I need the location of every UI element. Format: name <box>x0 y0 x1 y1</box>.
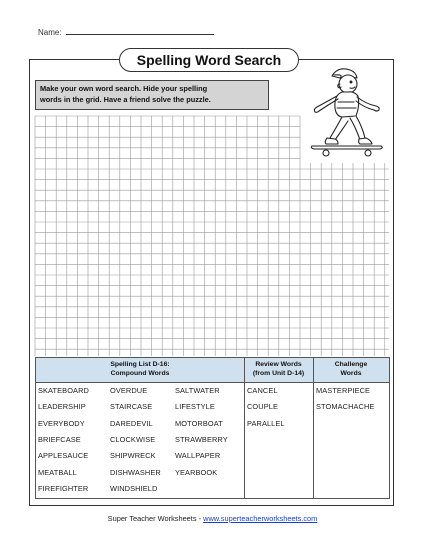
spelling-word: SALTWATER <box>175 386 220 395</box>
spelling-word: STOMACHACHE <box>316 402 375 412</box>
name-line[interactable] <box>66 26 214 35</box>
name-label: Name: <box>38 28 62 37</box>
skateboarder-illustration <box>304 62 390 162</box>
spelling-word: YEARBOOK <box>175 467 218 477</box>
instructions-box <box>35 80 269 110</box>
main-list-heading-line-2: Compound Words <box>110 369 170 377</box>
spelling-word: LIFESTYLE <box>175 402 215 412</box>
spelling-list-header <box>36 358 389 383</box>
spelling-word: BRIEFCASE <box>38 434 81 444</box>
spelling-word: STRAWBERRY <box>175 434 228 444</box>
spelling-word: PARALLEL <box>247 418 285 428</box>
spelling-word: CLOCKWISE <box>110 434 156 444</box>
main-list-heading <box>36 361 244 378</box>
spelling-word: SKATEBOARD <box>38 386 89 395</box>
spelling-word: MOTORBOAT <box>175 418 223 428</box>
instructions-line-1: Make your own word search. Hide your spelling <box>40 84 208 93</box>
challenge-heading-line-2: Words <box>340 369 362 377</box>
instructions-line-2: words in the grid. Have a friend solve the puzzle. <box>40 95 211 104</box>
spelling-word: OVERDUE <box>110 386 148 395</box>
review-heading <box>244 361 313 378</box>
spelling-word: WINDSHIELD <box>110 483 158 493</box>
main-list-heading-line-1: Spelling List D-16: <box>110 361 170 368</box>
footer <box>0 514 425 523</box>
challenge-heading-line-1: Challenge <box>334 361 368 368</box>
spelling-word: FIREFIGHTER <box>38 483 89 493</box>
spelling-word: MEATBALL <box>38 467 77 477</box>
spelling-word: DAREDEVIL <box>110 418 153 428</box>
spelling-word: COUPLE <box>247 402 278 412</box>
spelling-word: DISHWASHER <box>110 467 161 477</box>
challenge-heading <box>313 361 389 378</box>
spelling-word: LEADERSHIP <box>38 402 86 412</box>
spelling-word: SHIPWRECK <box>110 451 156 461</box>
spelling-word: WALLPAPER <box>175 451 221 461</box>
spelling-word: APPLESAUCE <box>38 451 89 461</box>
spelling-word: STAIRCASE <box>110 402 153 412</box>
column-divider <box>313 358 314 498</box>
review-heading-line-1: Review Words <box>255 361 302 368</box>
spelling-word: EVERYBODY <box>38 418 85 428</box>
footer-link[interactable]: www.superteacherworksheets.com <box>203 514 318 523</box>
page-title: Spelling Word Search <box>119 48 299 72</box>
name-field[interactable] <box>38 26 214 37</box>
column-divider <box>244 358 245 498</box>
review-heading-line-2: (from Unit D-14) <box>252 369 305 377</box>
footer-text: Super Teacher Worksheets - <box>107 514 204 523</box>
spelling-word: CANCEL <box>247 386 278 395</box>
spelling-word: MASTERPIECE <box>316 386 371 395</box>
spelling-list-table <box>35 357 390 499</box>
